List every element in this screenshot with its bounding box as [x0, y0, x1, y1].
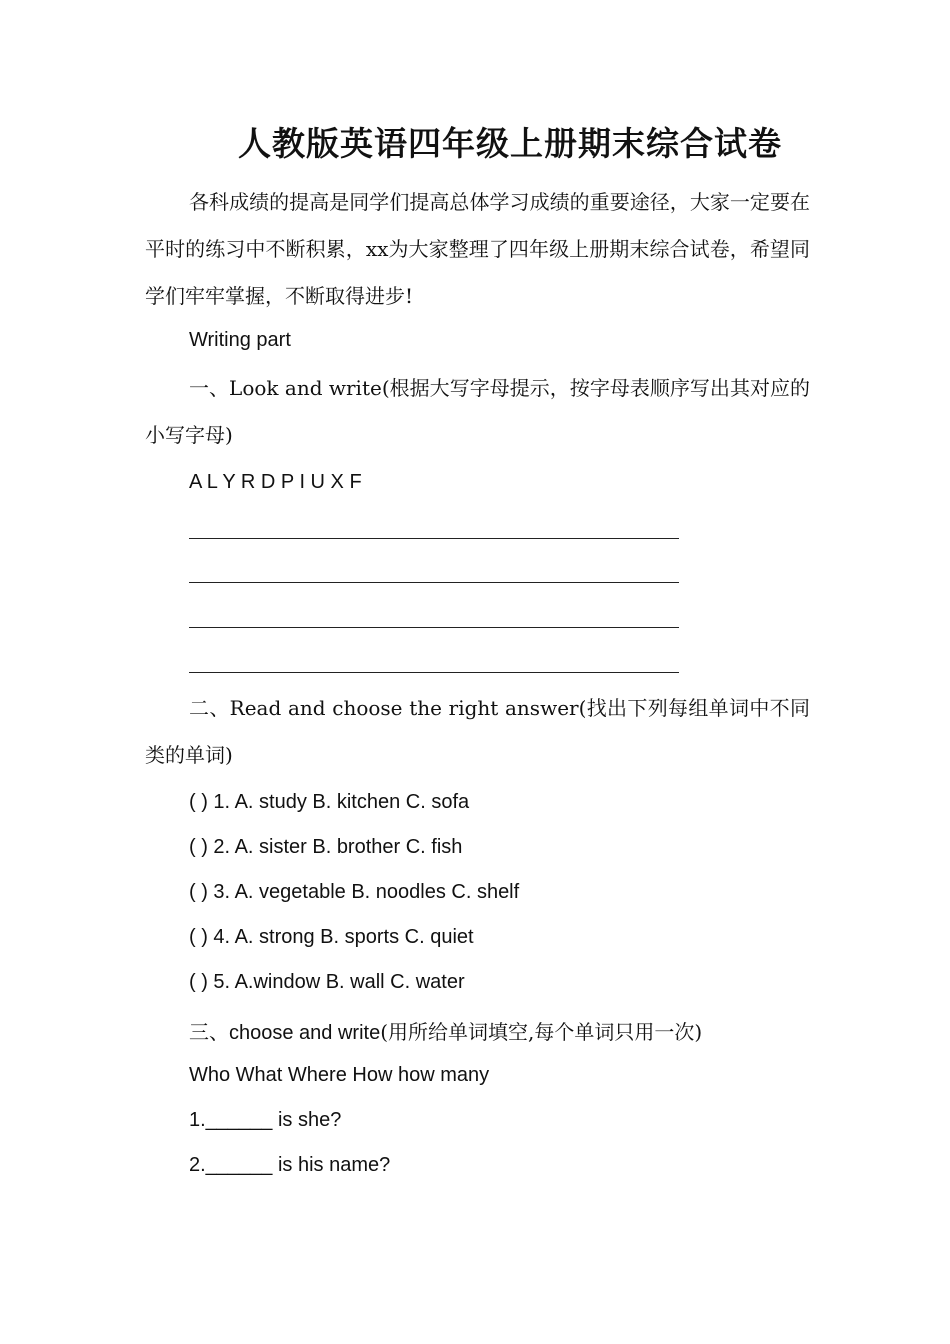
section2-heading: 二、Read and choose the right answer(找出下列每组单词中不同类的单词)	[145, 696, 810, 767]
section2-item: ( ) 5. A.window B. wall C. water	[189, 971, 465, 993]
section3-heading-en: choose and write	[229, 1022, 381, 1044]
section3-word-bank: Who What Where How how many	[189, 1064, 490, 1086]
section2-item: ( ) 2. A. sister B. brother C. fish	[189, 836, 463, 858]
page-title: 人教版英语四年级上册期末综合试卷	[238, 124, 782, 163]
section3-heading-prefix: 三、	[189, 1020, 229, 1044]
section3-item: 2.______ is his name?	[189, 1154, 391, 1176]
answer-blank-line[interactable]	[189, 582, 679, 583]
section1-letters: A L Y R D P I U X F	[189, 471, 362, 493]
answer-blank-line[interactable]	[189, 627, 679, 628]
answer-blank-line[interactable]	[189, 672, 679, 673]
section2-item: ( ) 1. A. study B. kitchen C. sofa	[189, 791, 470, 813]
section1-heading: 一、Look and write(根据大写字母提示，按字母表顺序写出其对应的小写字母)	[145, 376, 810, 447]
intro-paragraph: 各科成绩的提高是同学们提高总体学习成绩的重要途径，大家一定要在平时的练习中不断积累，xx为大家整理了四年级上册期末综合试卷，希望同学们牢牢掌握，不断取得进步!	[145, 190, 810, 308]
section3-item: 1.______ is she?	[189, 1109, 342, 1131]
section2-item: ( ) 3. A. vegetable B. noodles C. shelf	[189, 881, 520, 903]
answer-blank-line[interactable]	[189, 538, 679, 539]
section3-heading	[189, 1016, 702, 1045]
writing-part-label: Writing part	[189, 329, 291, 351]
section2-item: ( ) 4. A. strong B. sports C. quiet	[189, 926, 474, 948]
section3-heading-zh: (用所给单词填空,每个单词只用一次)	[380, 1020, 703, 1044]
